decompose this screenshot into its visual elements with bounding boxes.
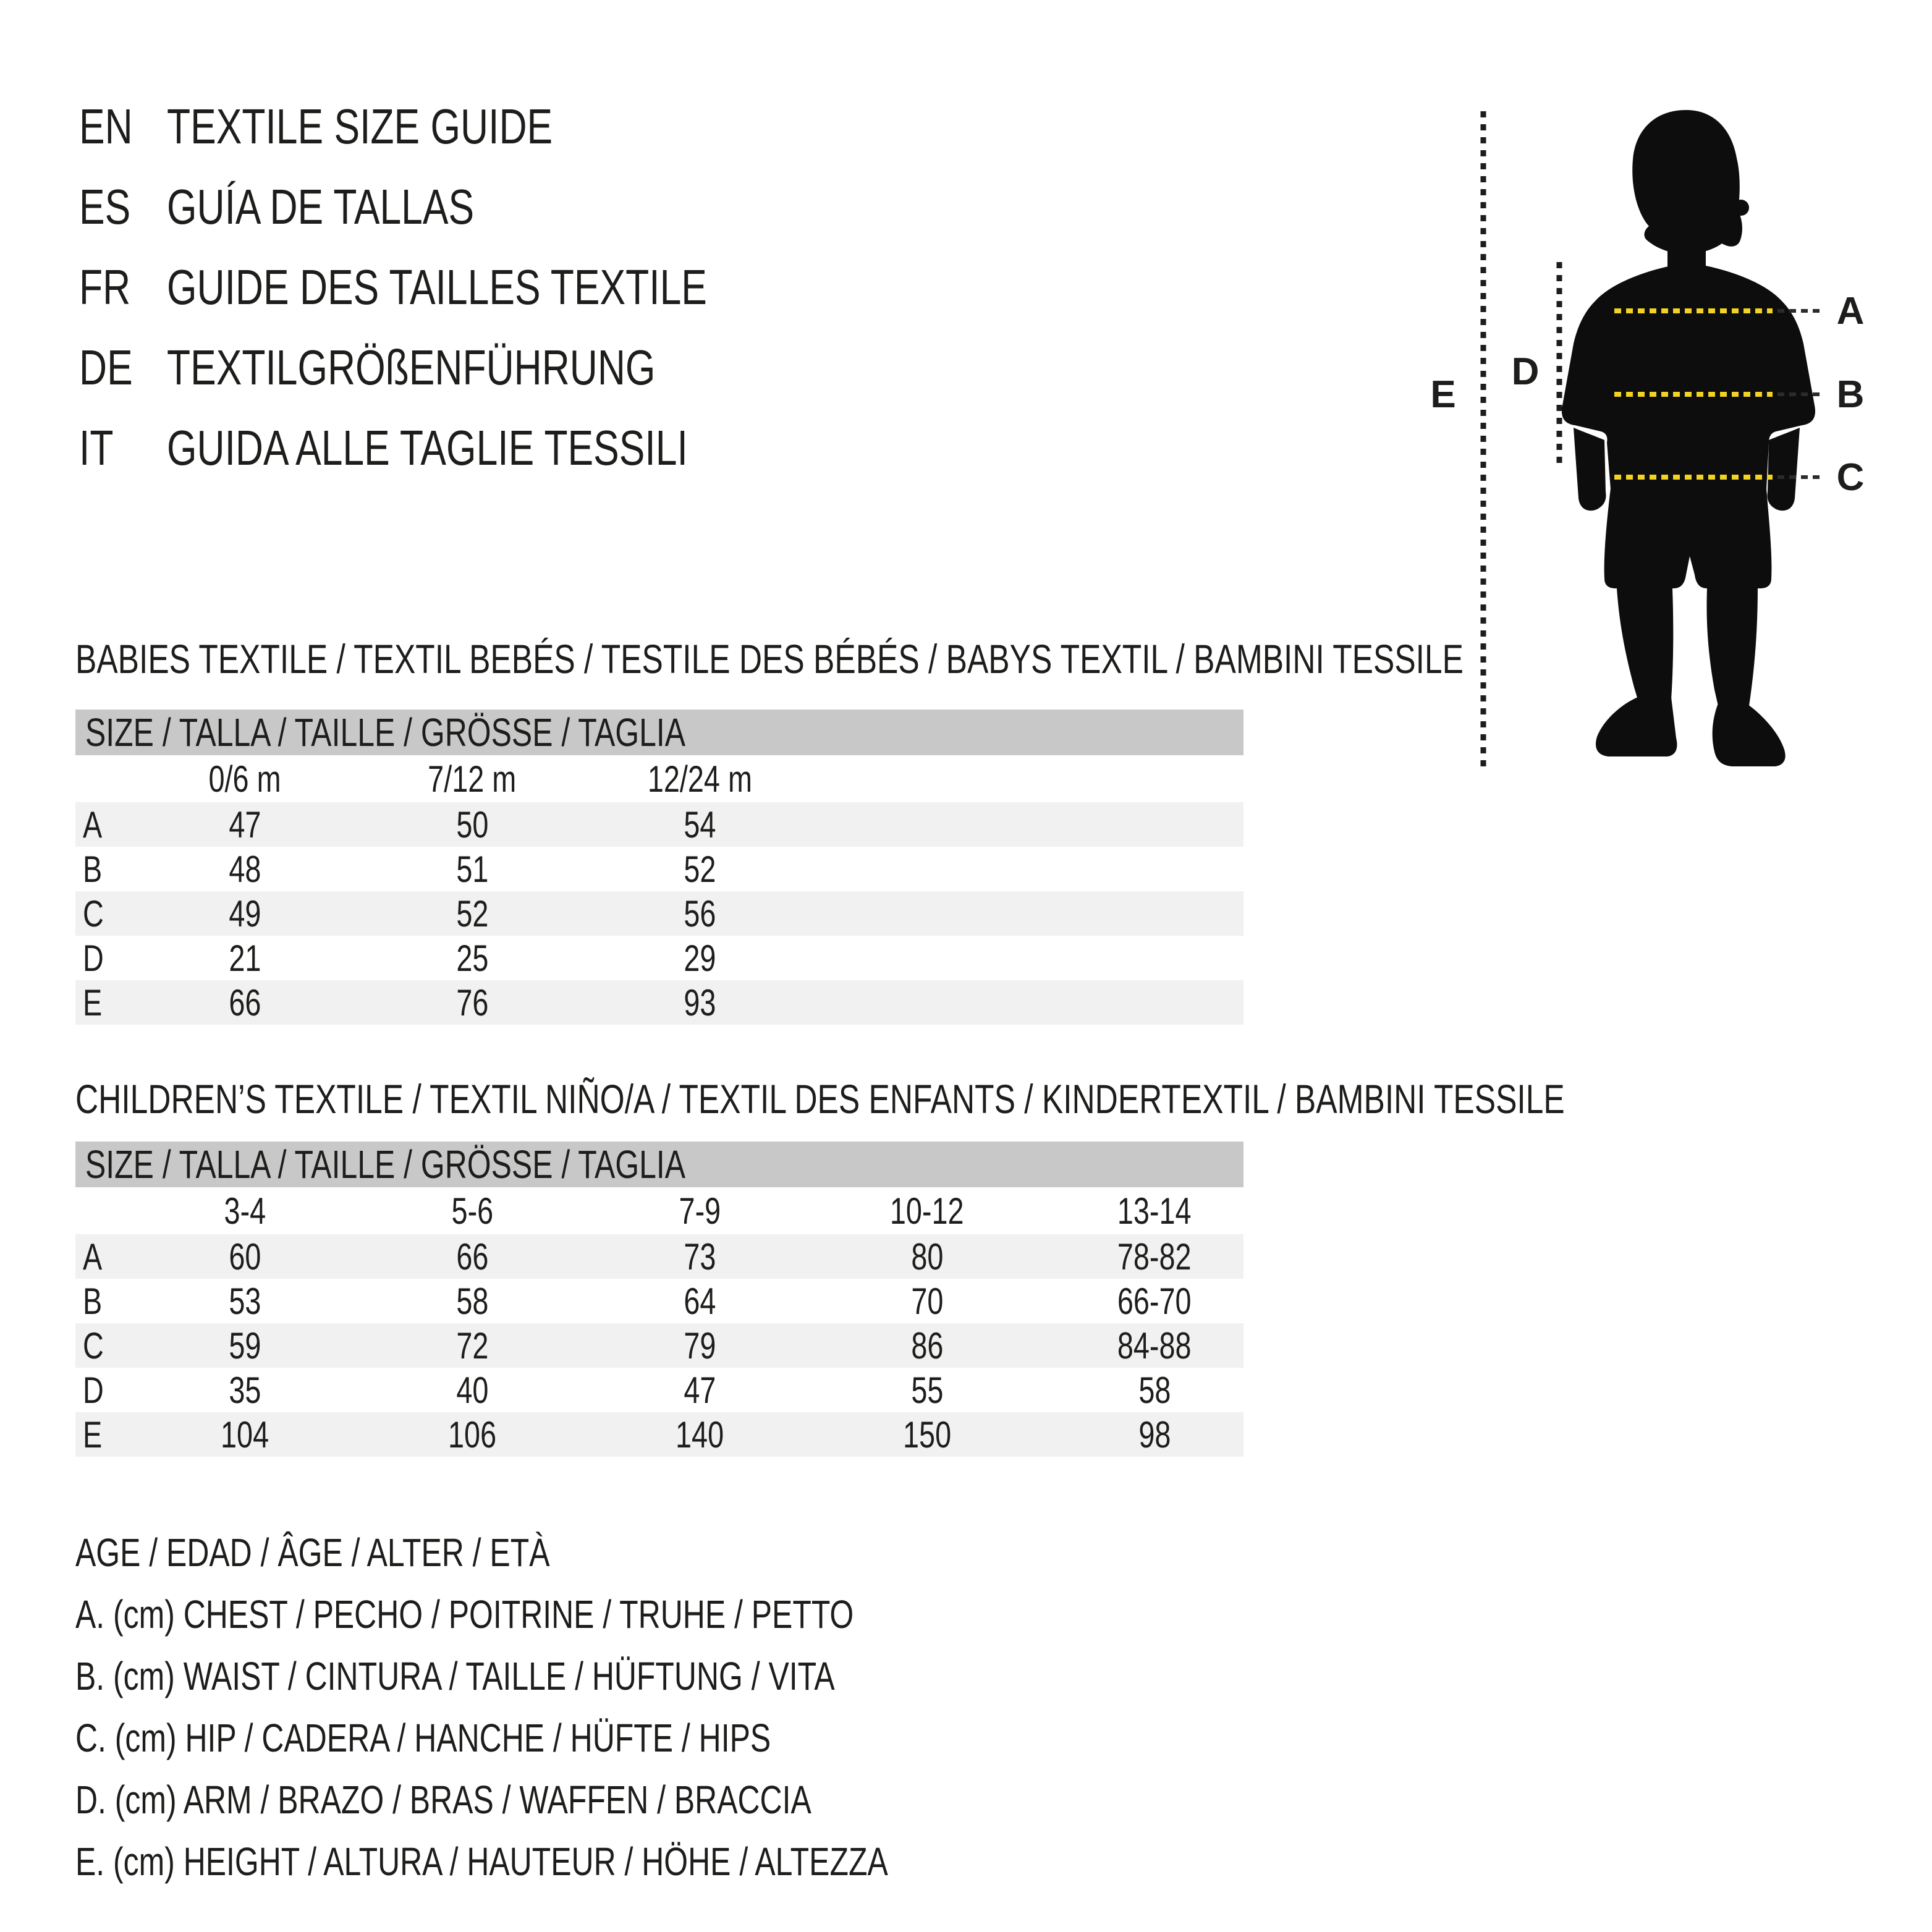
babies-column-header-row [75, 755, 1244, 802]
silhouette-left-arm [1574, 428, 1606, 511]
size-value: 59 [228, 1324, 261, 1366]
figure-label-c: C [1836, 456, 1865, 499]
figure-label-a: A [1836, 290, 1865, 333]
table-row [75, 1279, 1244, 1323]
column-header [586, 758, 813, 800]
legend-line-age [75, 1522, 1117, 1583]
table-row [75, 847, 1244, 891]
size-value: 54 [683, 803, 716, 845]
column-header [131, 758, 358, 800]
row-label: E [83, 1413, 103, 1455]
column-header [131, 1190, 358, 1232]
children-column-header-row [75, 1187, 1244, 1234]
size-value: 48 [228, 848, 261, 890]
size-value: 73 [683, 1235, 716, 1277]
size-value: 150 [902, 1413, 952, 1455]
size-value: 86 [910, 1324, 944, 1366]
column-header-label: 5-6 [451, 1190, 493, 1232]
row-label: D [83, 937, 104, 979]
legend-line-height [75, 1831, 1117, 1892]
table-row [75, 1234, 1244, 1279]
size-value: 72 [455, 1324, 489, 1366]
row-label: C [83, 892, 104, 934]
figure-label-b: B [1836, 373, 1865, 416]
table-row [75, 1323, 1244, 1368]
size-value: 47 [683, 1369, 716, 1411]
legend-line-waist [75, 1645, 1117, 1707]
children-section-title [75, 1075, 1932, 1122]
column-header [1041, 1190, 1268, 1232]
row-label: B [83, 1280, 103, 1322]
size-value: 98 [1138, 1413, 1171, 1455]
silhouette-right-arm [1768, 428, 1800, 511]
legend-text: B. (cm) WAIST / CINTURA / TAILLE / HÜFTUNG / VITA [75, 1654, 835, 1698]
column-header [358, 758, 586, 800]
language-code: IT [79, 420, 114, 475]
legend-text: A. (cm) CHEST / PECHO / POITRINE / TRUHE / PETTO [75, 1592, 854, 1637]
size-value: 53 [228, 1280, 261, 1322]
row-label: C [83, 1324, 104, 1366]
size-value: 104 [220, 1413, 269, 1455]
legend-text: E. (cm) HEIGHT / ALTURA / HAUTEUR / HÖHE / ALTEZZA [75, 1839, 888, 1884]
row-label: B [83, 848, 103, 890]
babies-size-bar [75, 710, 1244, 755]
table-row [75, 1368, 1244, 1412]
row-label: E [83, 981, 103, 1023]
size-value: 52 [455, 892, 489, 934]
silhouette-left-shoe [1596, 697, 1677, 756]
size-value: 55 [910, 1369, 944, 1411]
legend-text: C. (cm) HIP / CADERA / HANCHE / HÜFTE / HIPS [75, 1716, 771, 1760]
column-header-label: 10-12 [890, 1190, 964, 1232]
figure-label-e: E [1430, 373, 1456, 416]
column-header-label: 7/12 m [428, 758, 517, 800]
size-value: 47 [228, 803, 261, 845]
table-row [75, 802, 1244, 847]
language-title-list [79, 87, 859, 488]
guide-title-en: TEXTILE SIZE GUIDE [167, 99, 553, 154]
column-header-label: 13-14 [1117, 1190, 1192, 1232]
legend-line-hip [75, 1707, 1117, 1769]
silhouette-right-shoe [1713, 703, 1786, 766]
size-value: 84-88 [1117, 1324, 1192, 1366]
table-row [75, 980, 1244, 1025]
language-code: DE [79, 340, 133, 395]
size-value: 52 [683, 848, 716, 890]
language-row-en [79, 87, 859, 167]
row-label: A [83, 1235, 103, 1277]
language-row-it [79, 408, 859, 488]
size-value: 51 [455, 848, 489, 890]
size-value: 58 [455, 1280, 489, 1322]
table-row [75, 891, 1244, 936]
figure-label-d: D [1511, 350, 1540, 393]
guide-title-es: GUÍA DE TALLAS [167, 179, 475, 234]
babies-heading-text: BABIES TEXTILE / TEXTIL BEBÉS / TESTILE DES BÉBÉS / BABYS TEXTIL / BAMBINI TESSILE [75, 636, 1464, 682]
column-header [358, 1190, 586, 1232]
language-code: ES [79, 179, 131, 234]
language-row-es [79, 167, 859, 247]
table-row [75, 936, 1244, 980]
column-header-label: 12/24 m [647, 758, 752, 800]
silhouette-head [1632, 110, 1742, 255]
guide-title-fr: GUIDE DES TAILLES TEXTILE [167, 260, 707, 315]
column-header-label: 7-9 [679, 1190, 721, 1232]
column-header [586, 1190, 813, 1232]
size-value: 66 [228, 981, 261, 1023]
language-code: EN [79, 99, 133, 154]
size-value: 50 [455, 803, 489, 845]
language-row-fr [79, 247, 859, 328]
size-value: 80 [910, 1235, 944, 1277]
size-value: 58 [1138, 1369, 1171, 1411]
size-bar-label: SIZE / TALLA / TAILLE / GRÖSSE / TAGLIA [85, 710, 686, 755]
children-size-bar [75, 1142, 1244, 1187]
size-value: 78-82 [1117, 1235, 1192, 1277]
legend-text: AGE / EDAD / ÂGE / ALTER / ETÀ [75, 1530, 550, 1575]
legend-line-chest [75, 1583, 1117, 1645]
babies-section-title [75, 635, 1855, 682]
guide-title-it: GUIDA ALLE TAGLIE TESSILI [167, 420, 688, 475]
column-header-label: 0/6 m [208, 758, 281, 800]
size-value: 21 [228, 937, 261, 979]
size-value: 66 [455, 1235, 489, 1277]
size-value: 140 [675, 1413, 724, 1455]
language-row-de [79, 328, 859, 408]
size-value: 79 [683, 1324, 716, 1366]
child-silhouette-figure [1421, 62, 1932, 803]
size-value: 70 [910, 1280, 944, 1322]
size-value: 56 [683, 892, 716, 934]
silhouette-shorts [1604, 488, 1772, 588]
size-value: 106 [447, 1413, 497, 1455]
table-row [75, 1412, 1244, 1457]
size-value: 29 [683, 937, 716, 979]
size-value: 25 [455, 937, 489, 979]
measurement-legend [75, 1522, 1117, 1892]
size-value: 60 [228, 1235, 261, 1277]
size-value: 93 [683, 981, 716, 1023]
size-value: 49 [228, 892, 261, 934]
babies-size-table [75, 710, 1244, 1025]
column-header-label: 3-4 [224, 1190, 266, 1232]
size-value: 66-70 [1117, 1280, 1192, 1322]
guide-title-de: TEXTILGRÖßENFÜHRUNG [167, 340, 656, 395]
legend-text: D. (cm) ARM / BRAZO / BRAS / WAFFEN / BRACCIA [75, 1777, 811, 1822]
size-value: 35 [228, 1369, 261, 1411]
language-code: FR [79, 260, 131, 315]
size-value: 64 [683, 1280, 716, 1322]
legend-line-arm [75, 1769, 1117, 1831]
size-value: 76 [455, 981, 489, 1023]
size-value: 40 [455, 1369, 489, 1411]
size-bar-label: SIZE / TALLA / TAILLE / GRÖSSE / TAGLIA [85, 1142, 686, 1187]
row-label: D [83, 1369, 104, 1411]
children-heading-text: CHILDREN’S TEXTILE / TEXTIL NIÑO/A / TEXTIL DES ENFANTS / KINDERTEXTIL / BAMBINI TESSILE [75, 1076, 1565, 1122]
children-size-table [75, 1142, 1244, 1457]
silhouette-ear [1733, 200, 1749, 216]
row-label: A [83, 803, 103, 845]
column-header [813, 1190, 1041, 1232]
